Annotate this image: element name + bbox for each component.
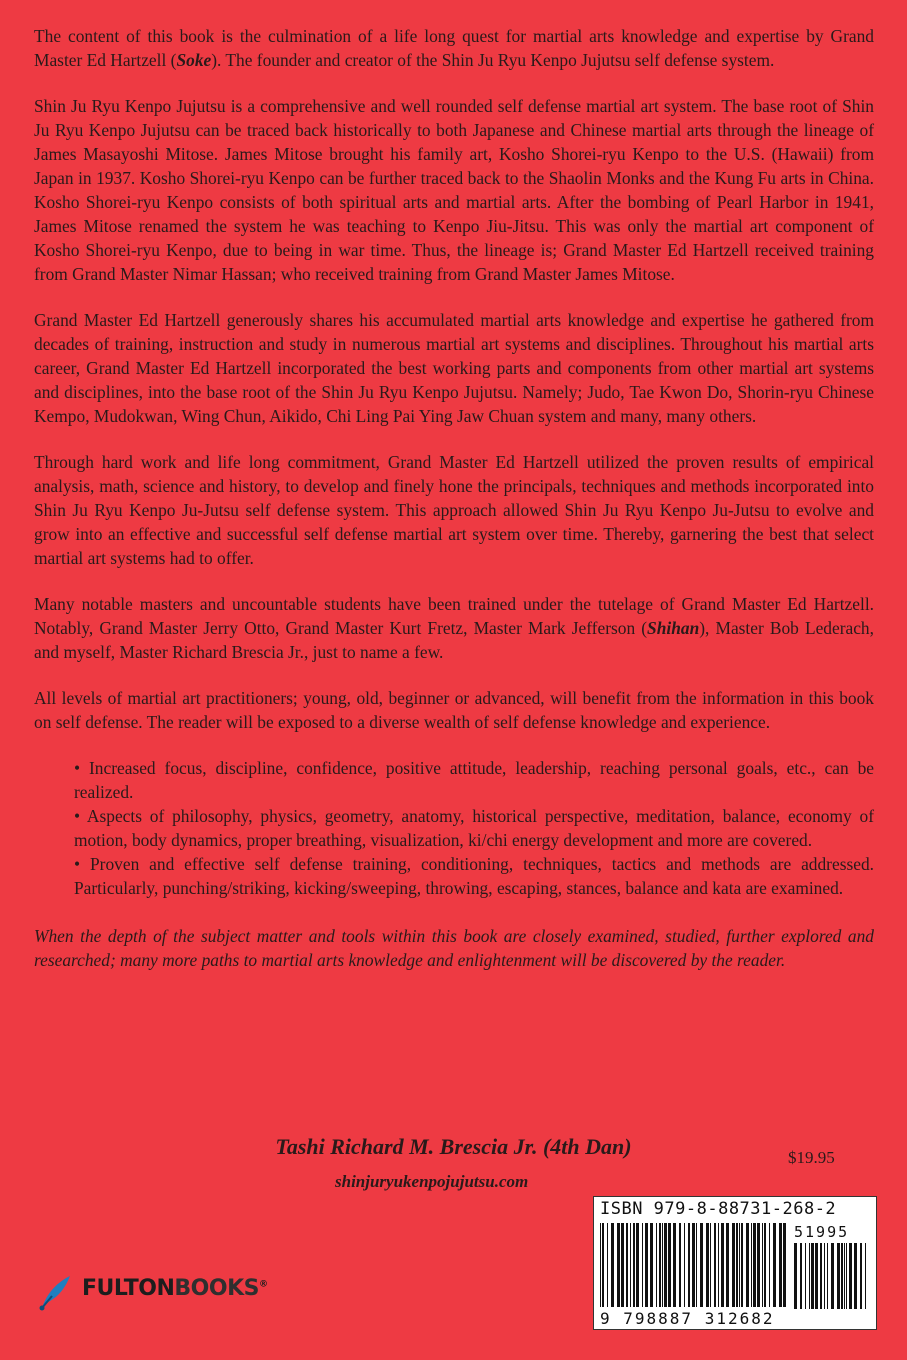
barcode-bar: [684, 1223, 685, 1307]
barcode-bar: [668, 1223, 671, 1307]
barcode-bar: [710, 1223, 711, 1307]
barcode-bar: [741, 1223, 743, 1307]
isbn-barcode: [593, 1196, 877, 1330]
soke-term: Soke: [176, 50, 212, 70]
list-item: • Aspects of philosophy, physics, geometry, anatomy, historical perspective, meditation, balance, economy of motion, body dynamics, proper breathing, visualization, ki/chi energy development and more are covered.: [74, 806, 874, 850]
knowledge-paragraph: Grand Master Ed Hartzell generously shares his accumulated martial arts knowledge and expertise he gathered from decades of training, instruction and study in numerous martial art systems and disciplines. Throughout his martial arts career, Grand Master Ed Hartzell incorporated the best working parts and components from other martial art systems and disciplines, into the base root of the Shin Ju Ryu Kenpo Jujutsu. Namely; Judo, Tae Kwon Do, Shorin-ryu Chinese Kempo, Mudokwan, Wing Chun, Aikido, Chi Ling Pai Ying Jaw Chuan system and many, many others.: [34, 310, 874, 426]
isbn-label: ISBN 979-8-88731-268-2: [600, 1199, 837, 1219]
intro-paragraph: The content of this book is the culmination of a life long quest for martial arts knowledge and expertise by Grand Master Ed Hartzell (Soke). The founder and creator of the Shin Ju Ryu Kenpo Jujutsu self defense system.: [34, 26, 874, 70]
barcode-bar: [757, 1223, 760, 1307]
barcode-bar: [824, 1243, 825, 1309]
barcode-bar: [865, 1243, 866, 1309]
barcode-bar: [773, 1223, 776, 1307]
barcode-digits: 9 798887 312682: [600, 1309, 775, 1328]
barcode-bar: [688, 1223, 690, 1307]
barcode-bars: [600, 1223, 790, 1309]
barcode-bar: [636, 1223, 639, 1307]
barcode-bar: [732, 1223, 735, 1307]
closing-statement: When the depth of the subject matter and tools within this book are closely examined, studied, further explored and researched; many more paths to martial arts knowledge and enlightenment will be discovered by the reader.: [34, 926, 874, 970]
barcode-bar: [751, 1223, 752, 1307]
barcode-bar: [706, 1223, 709, 1307]
barcode-bar: [762, 1223, 763, 1307]
barcode-bar: [769, 1223, 770, 1307]
price-addon-code: 51995: [794, 1223, 850, 1241]
barcode-bar: [846, 1243, 847, 1309]
barcode-bar: [726, 1223, 729, 1307]
barcode-bar: [621, 1223, 624, 1307]
price-label: $19.95: [788, 1148, 835, 1167]
barcode-bar: [844, 1243, 845, 1309]
barcode-bar: [659, 1223, 661, 1307]
barcode-bar: [809, 1243, 810, 1309]
barcode-bar: [714, 1223, 716, 1307]
benefits-list: [74, 756, 874, 900]
publisher-name: FULTONBOOKS®: [82, 1276, 268, 1301]
barcode-bar: [607, 1223, 608, 1307]
back-cover-text: [34, 24, 874, 994]
barcode-bar: [718, 1223, 719, 1307]
barcode-bar: [841, 1243, 843, 1309]
barcode-bar: [611, 1223, 614, 1307]
barcode-bar: [837, 1243, 840, 1309]
barcode-bar: [692, 1223, 695, 1307]
barcode-bar: [854, 1243, 857, 1309]
barcode-bar: [656, 1223, 657, 1307]
barcode-bar: [736, 1223, 738, 1307]
addon-barcode-bars: [794, 1243, 870, 1311]
barcode-bar: [739, 1223, 740, 1307]
barcode-bar: [783, 1223, 786, 1307]
barcode-bar: [602, 1223, 604, 1307]
barcode-bar: [645, 1223, 648, 1307]
barcode-bar: [811, 1243, 814, 1309]
barcode-bar: [827, 1243, 828, 1309]
quill-icon: [36, 1272, 76, 1312]
author-name: Tashi Richard M. Brescia Jr. (4th Dan): [275, 1134, 632, 1159]
shihan-term: Shihan: [647, 618, 700, 638]
list-item: • Proven and effective self defense training, conditioning, techniques, tactics and methods are addressed. Particularly, punching/striking, kicking/sweeping, throwing, escaping, stances, balance and kata are examined.: [74, 854, 874, 898]
barcode-bar: [860, 1243, 862, 1309]
barcode-bar: [662, 1223, 663, 1307]
barcode-bar: [815, 1243, 818, 1309]
barcode-bar: [664, 1223, 667, 1307]
students-paragraph: Many notable masters and uncountable students have been trained under the tutelage of Grand Master Ed Hartzell. Notably, Grand Master Jerry Otto, Grand Master Kurt Fretz, Master Mark Jefferson (Shihan), Master Bob Lederach, and myself, Master Richard Brescia Jr., just to name a few.: [34, 594, 874, 662]
benefits-paragraph: All levels of martial art practitioners; young, old, beginner or advanced, will benefit from the information in this book on self defense. The reader will be exposed to a diverse wealth of self defense knowledge and experience.: [34, 688, 874, 732]
barcode-bar: [849, 1243, 852, 1309]
barcode-bar: [626, 1223, 628, 1307]
barcode-bar: [753, 1223, 756, 1307]
barcode-bar: [650, 1223, 653, 1307]
barcode-bar: [746, 1223, 749, 1307]
barcode-bar: [794, 1243, 797, 1309]
barcode-bar: [721, 1223, 724, 1307]
barcode-bar: [633, 1223, 635, 1307]
barcode-bar: [600, 1223, 601, 1307]
development-paragraph: Through hard work and life long commitment, Grand Master Ed Hartzell utilized the proven results of empirical analysis, math, science and history, to develop and finely hone the principals, techniques and methods incorporated into Shin Ju Ryu Kenpo Ju-Jutsu self defense system. This approach allowed Shin Ju Ryu Kenpo Ju-Jutsu to evolve and grow into an effective and successful self defense martial art system over time. Thereby, garnering the best that select martial art systems had to offer.: [34, 452, 874, 568]
barcode-bar: [820, 1243, 822, 1309]
barcode-bar: [642, 1223, 643, 1307]
barcode-bar: [630, 1223, 631, 1307]
website-link: shinjuryukenpojujutsu.com: [335, 1172, 529, 1191]
barcode-bar: [673, 1223, 676, 1307]
barcode-bar: [617, 1223, 620, 1307]
barcode-bar: [764, 1223, 766, 1307]
barcode-bar: [696, 1223, 697, 1307]
barcode-bar: [800, 1243, 802, 1309]
barcode-bar: [700, 1223, 703, 1307]
lineage-paragraph: Shin Ju Ryu Kenpo Jujutsu is a comprehensive and well rounded self defense martial art system. The base root of Shin Ju Ryu Kenpo Jujutsu can be traced back historically to both Japanese and Chinese martial arts through the lineage of James Masayoshi Mitose. James Mitose brought his family art, Kosho Shorei-ryu Kenpo to the U.S. (Hawaii) from Japan in 1937. Kosho Shorei-ryu Kenpo can be further traced back to the Shaolin Monks and the Kung Fu arts in China. Kosho Shorei-ryu Kenpo consists of both spiritual arts and martial arts. After the bombing of Pearl Harbor in 1941, James Mitose renamed the system he was teaching to Kenpo Jiu-Jitsu. This was only the martial art component of Kosho Shorei-ryu Kenpo, due to being in war time. Thus, the lineage is; Grand Master Ed Hartzell received training from Grand Master Nimar Hassan; who received training from Grand Master James Mitose.: [34, 96, 874, 284]
list-item: • Increased focus, discipline, confidence, positive attitude, leadership, reaching personal goals, etc., can be realized.: [74, 758, 874, 802]
barcode-bar: [805, 1243, 806, 1309]
barcode-bar: [831, 1243, 834, 1309]
barcode-bar: [679, 1223, 681, 1307]
barcode-bar: [779, 1223, 782, 1307]
